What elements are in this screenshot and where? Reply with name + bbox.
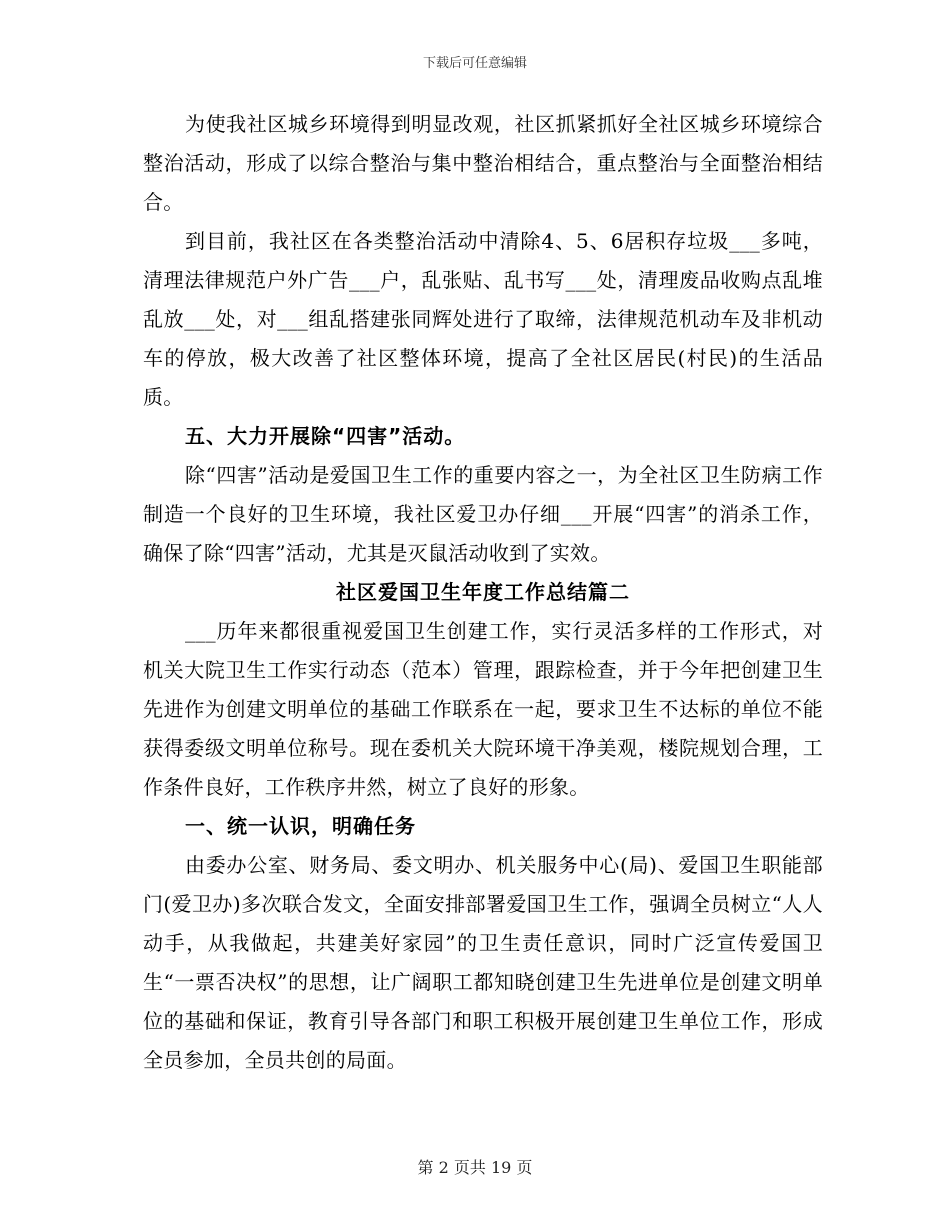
paragraph-four-pests: 除“四害”活动是爱国卫生工作的重要内容之一，为全社区卫生防病工作制造一个良好的卫生环境，我社区爱卫办仔细___开展“四害”的消杀工作，确保了除“四害”活动，尤其是灭鼠活动收到了实效。 [143, 463, 823, 565]
page-header-note: 下载后可任意编辑 [422, 56, 527, 71]
page-number-footer: 第 2 页共 19 页 [417, 1158, 533, 1177]
paragraph-environment-improvement: 为使我社区城乡环境得到明显改观，社区抓紧抓好全社区城乡环境综合整治活动，形成了以综合整治与集中整治相结合，重点整治与全面整治相结合。 [143, 112, 823, 214]
paragraph-hygiene-creation: ___历年来都很重视爱国卫生创建工作，实行灵活多样的工作形式，对机关大院卫生工作实行动态（范本）管理，跟踪检查，并于今年把创建卫生先进作为创建文明单位的基础工作联系在一起，要求卫生不达标的单位不能获得委级文明单位称号。现在委机关大院环境干净美观，楼院规划合理，工作条件良好，工作秩序井然，树立了良好的形象。 [143, 619, 823, 799]
document-body [143, 105, 823, 1080]
paragraph-cleanup-results: 到目前，我社区在各类整治活动中清除4、5、6居积存垃圾___多吨，清理法律规范户外广告___户，乱张贴、乱书写___处，清理废品收购点乱堆乱放___处，对___组乱搭建张同辉处进行了取缔，法律规范机动车及非机动车的停放，极大改善了社区整体环境，提高了全社区居民(村民)的生活品质。 [143, 229, 823, 409]
paragraph-joint-documents: 由委办公室、财务局、委文明办、机关服务中心(局)、爱国卫生职能部门(爱卫办)多次联合发文，全面安排部署爱国卫生工作，强调全员树立“人人动手，从我做起，共建美好家园”的卫生责任意识，同时广泛宣传爱国卫生“一票否决权”的思想，让广阔职工都知晓创建卫生先进单位是创建文明单位的基础和保证，教育引导各部门和职工积极开展创建卫生单位工作，形成全员参加，全员共创的局面。 [143, 853, 823, 1072]
article-title-part-two: 社区爱国卫生年度工作总结篇二 [336, 580, 630, 604]
section-heading-unified-understanding: 一、统一认识，明确任务 [185, 814, 416, 838]
section-heading-four-pests: 五、大力开展除“四害”活动。 [185, 424, 466, 448]
